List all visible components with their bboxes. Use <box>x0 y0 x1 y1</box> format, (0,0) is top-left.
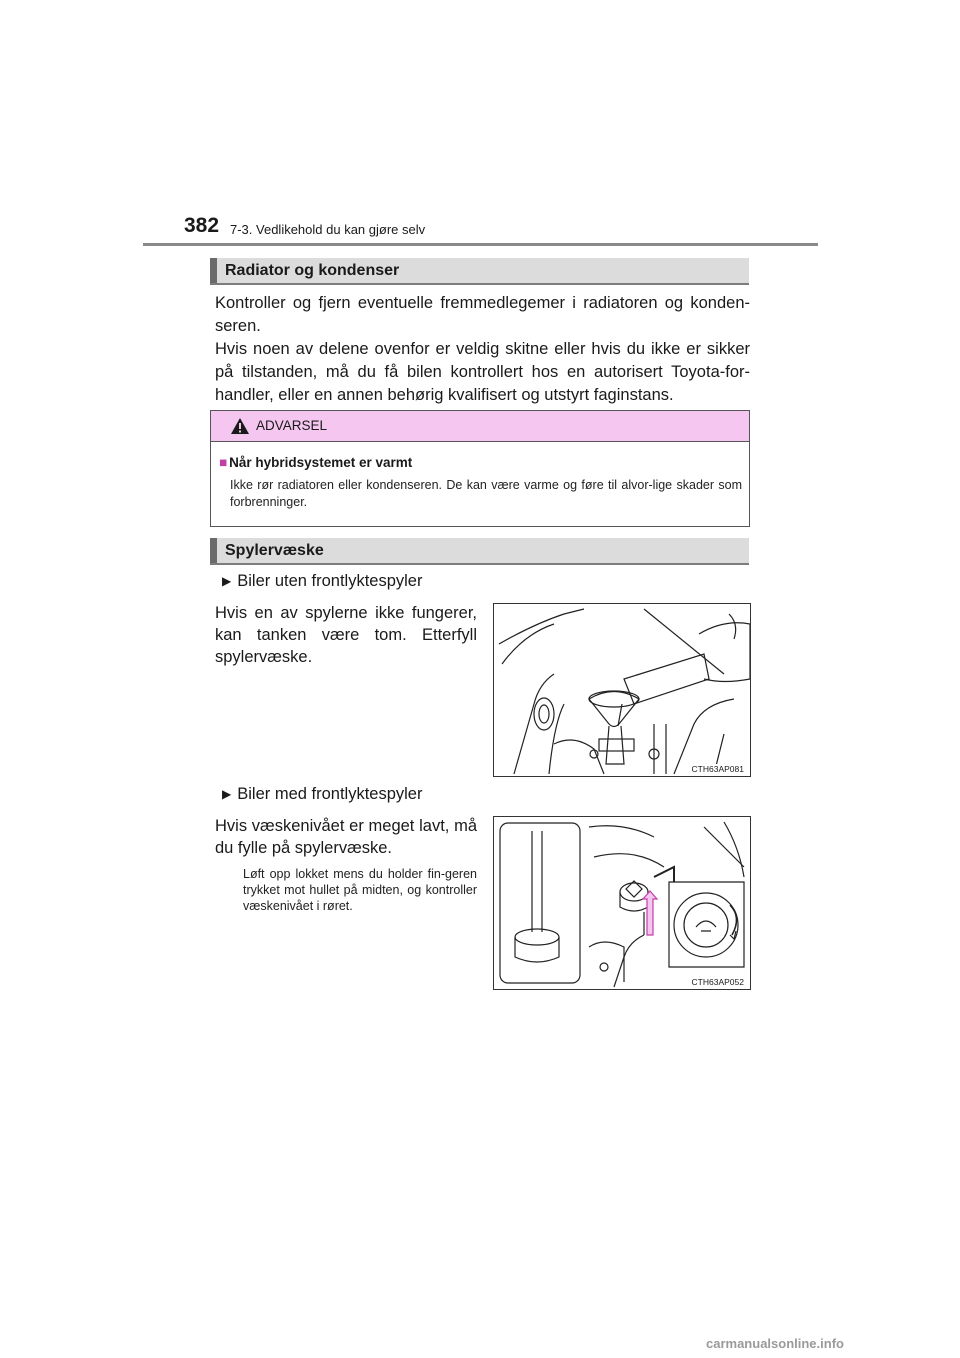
washer-item-1-label-text: Biler uten frontlyktespyler <box>237 572 423 590</box>
warning-header <box>211 411 749 442</box>
header-divider <box>143 243 818 246</box>
section-title: 7-3. Vedlikehold du kan gjøre selv <box>230 222 426 237</box>
washer-item-2-note <box>243 866 477 914</box>
radiator-heading-bar <box>210 258 749 285</box>
washer-item-2-label-text: Biler med frontlyktespyler <box>237 785 423 803</box>
figure-code-2: CTH63AP052 <box>691 977 744 987</box>
watermark: carmanualsonline.info <box>706 1336 844 1351</box>
warning-title: ADVARSEL <box>256 418 328 433</box>
washer-item-1-label <box>222 572 422 591</box>
washer-heading: Spylervæske <box>225 542 324 559</box>
reservoir-cap-drawing <box>494 817 750 989</box>
radiator-paragraph-2: Hvis noen av delene ovenfor er veldig skitne eller hvis du ikke er sikker på tilstanden, må du få bilen kontrollert hos en autorisert Toyota-for-handler, eller en annen behørig kvalifisert og utstyrt faginstans. <box>215 340 750 404</box>
radiator-heading: Radiator og kondenser <box>225 262 400 279</box>
warning-subheading <box>219 455 412 470</box>
washer-item-2-text <box>215 815 477 859</box>
washer-level-illustration <box>493 816 751 990</box>
washer-item-2-paragraph: Hvis væskenivået er meget lavt, må du fylle på spylervæske. <box>215 817 477 857</box>
washer-item-1-paragraph: Hvis en av spylerne ikke fungerer, kan tanken være tom. Etterfyll spylervæske. <box>215 604 477 666</box>
triangle-bullet-icon: ▶ <box>222 787 232 801</box>
warning-box <box>210 410 750 527</box>
washer-fill-illustration <box>493 603 751 777</box>
washer-item-2-note-text: Løft opp lokket mens du holder fin-geren trykket mot hullet på midten, og kontroller væskenivået i røret. <box>243 867 477 913</box>
page-number: 382 <box>184 214 220 237</box>
radiator-paragraph-1: Kontroller og fjern eventuelle fremmedlegemer i radiatoren og konden-seren. <box>215 294 750 335</box>
radiator-body <box>215 292 750 407</box>
warning-subheading-text: Når hybridsystemet er varmt <box>229 455 413 470</box>
figure-code-1: CTH63AP081 <box>691 764 744 774</box>
square-bullet-icon: ■ <box>219 455 228 470</box>
warning-text: Ikke rør radiatoren eller kondenseren. De kan være varme og føre til alvor-lige skader som forbrenninger. <box>230 478 742 509</box>
warning-triangle-icon <box>230 417 250 435</box>
washer-heading-bar <box>210 538 749 565</box>
triangle-bullet-icon: ▶ <box>222 574 232 588</box>
washer-item-2-label <box>222 785 422 804</box>
washer-item-1-text <box>215 602 477 668</box>
engine-bay-funnel-drawing <box>494 604 750 776</box>
